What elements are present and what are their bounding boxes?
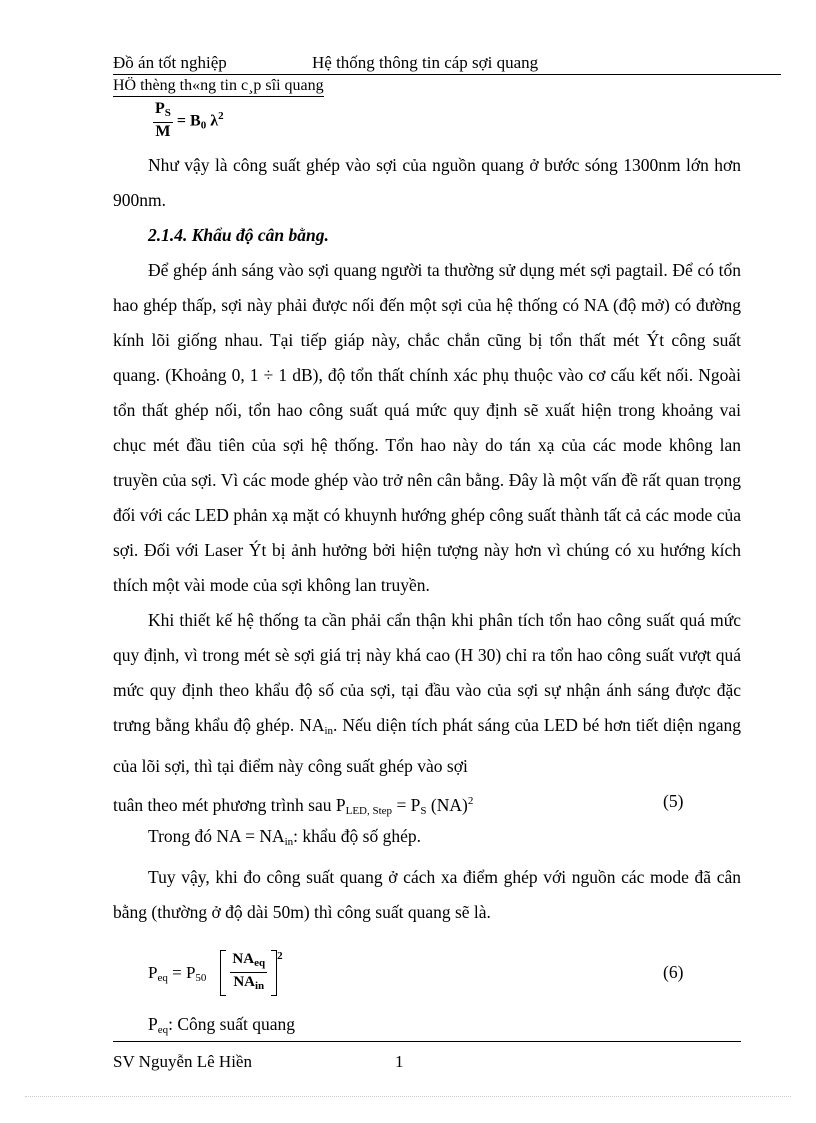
page-header: [113, 52, 781, 75]
equation-number: (5): [663, 791, 684, 811]
paragraph: Khi thiết kế hệ thống ta cần phải cẩn thận khi phân tích tổn hao công suất quá mức quy định, vì trong mét sè sợi giá trị này khá cao (H 30) chỉ ra tổn hao công suất vượt quá mức quy định theo khẩu độ số của sợi, tại đầu vào của sợi sự nhận ánh sáng được đặc trưng bằng khẩu độ ghép. $NA_{in}$. Nếu diện tích phát sáng của LED bé hơn tiết diện ngang của lõi sợi, thì tại điểm này công suất ghép vào sợi: [113, 610, 741, 776]
formula-power-ratio: $\frac{P_S}{M}$ = $B_0$ $\lambda^2$: [155, 100, 224, 140]
equation-5-line: tuân theo mét phương trình sau $P_{LED, Step} = P_S$ (NA)$^2$ (5): [113, 784, 741, 819]
paragraph: Để ghép ánh sáng vào sợi quang người ta thường sử dụng mét sợi pagtail. Để có tổn hao ghép thấp, sợi này phải được nối đến một sợi của hệ thống có NA (độ mở) có đường kính lõi giống nhau. Tại tiếp giáp này, chắc chắn cũng bị tổn thất mét Ýt công suất quang. (Khoảng 0, 1 ÷ 1 dB), độ tổn thất chính xác phụ thuộc vào cơ cấu kết nối. Ngoài tổn thất ghép nối, tổn hao công suất quá mức quy định sẽ xuất hiện trong khoảng vai chục mét đầu tiên của sợi hệ thống. Tổn hao này do tán xạ của các mode không lan truyền của sợi. Vì các mode ghép vào trở nên cân bằng. Đây là một vấn đề rất quan trọng đối với các LED phản xạ mặt có khuynh hướng ghép công suất thành tất cả các mode của sợi. Đối với Laser Ýt bị ảnh hưởng bởi hiện tượng này hơn vì chúng có xu hướng kích thích một vài mode của sợi không lan truyền.: [113, 260, 741, 595]
garbled-header: HÖ thèng th«ng tin c¸p sîi quang: [113, 76, 324, 97]
formula-6: $P_{eq} = P_{50}$ $\frac{NA_{eq}}{NA_{in}}$ $^2$: [148, 950, 283, 996]
paragraph: Tuy vậy, khi đo công suất quang ở cách xa điểm ghép với nguồn các mode đã cân bằng (thường ở độ dài 50m) thì công suất quang sẽ là.: [113, 867, 741, 922]
paragraph: Trong đó NA = $NA_{in}$: khẩu độ số ghép.: [148, 826, 422, 848]
paragraph: Như vậy là công suất ghép vào sợi của nguồn quang ở bước sóng 1300nm lớn hơn 900nm.: [113, 155, 741, 210]
footer-divider: [113, 1041, 741, 1042]
equation-number: (6): [663, 962, 684, 982]
page-break-line: [25, 1096, 791, 1097]
paragraph: $P_{eq}$: Công suất quang: [148, 1014, 295, 1036]
section-heading: 2.1.4. Khẩu độ cân bằng.: [148, 225, 329, 245]
fraction: $\frac{P_S}{M}$: [155, 100, 171, 140]
header-left: Đồ án tốt nghiệp: [113, 53, 227, 72]
header-right: Hệ thống thông tin cáp sợi quang: [312, 53, 539, 72]
main-text: [113, 148, 741, 930]
page-number: 1: [395, 1052, 404, 1071]
bracket-fraction: $\frac{NA_{eq}}{NA_{in}}$: [220, 950, 277, 996]
footer-author: SV Nguyễn Lê Hiền: [113, 1052, 252, 1071]
